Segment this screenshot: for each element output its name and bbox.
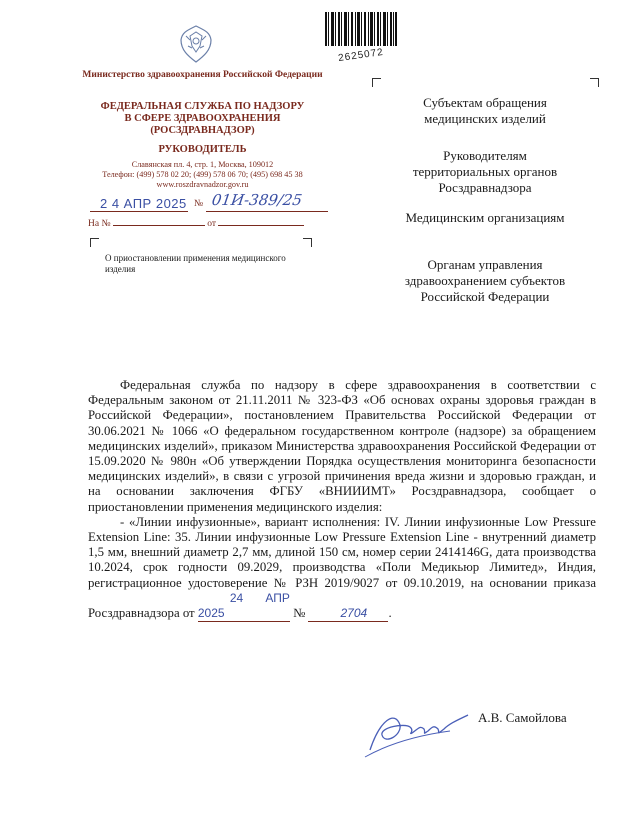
order-date: 24 АПР 2025	[198, 591, 290, 622]
order-number: 2704	[308, 606, 388, 622]
registration-number: 01И-389/25	[210, 191, 304, 209]
recipient-4: Органам управления здравоохранением субъектов Российской Федерации	[404, 257, 566, 304]
reference-row	[88, 219, 304, 229]
recipient-bracket-right	[590, 78, 599, 87]
phones: Телефон: (499) 578 02 20; (499) 578 06 70; (495) 698 45 38	[102, 170, 303, 179]
service-line-3: (РОСЗДРАВНАДЗОР)	[150, 125, 255, 136]
ministry-name: Министерство здравоохранения Российской Федерации	[82, 70, 323, 80]
barcode	[325, 8, 397, 48]
device-description: - «Линии инфузионные», вариант исполнения: IV. Линии инфузионные Low Pressure Extension Line: 35. Линии инфузионные Low Pressure Extension Line - внутренний диаметр 1,5 мм, внешний диаметр 2,7 мм, длиной 150 см, номер серии 2414146G, дата производства 10.2024, срок годности 09.2029, производства «Поли Медикьюр Лимитед», Индия, регистрационное удостоверение № РЗН 2019/9027 от 09.10.2019, на основании приказа Росздравнадзора от	[88, 514, 596, 621]
date-underline	[90, 211, 188, 212]
order-number-label: №	[293, 606, 306, 621]
registration-date-stamp: 2 4 АПР 2025	[100, 196, 187, 211]
ot-label: от	[207, 219, 217, 229]
website: www.roszdravnadzor.gov.ru	[156, 180, 249, 189]
body	[88, 378, 596, 622]
body-end: .	[388, 606, 392, 621]
body-paragraph-1: Федеральная служба по надзору в сфере здравоохранения в соответствии с Федеральным законом от 21.11.2011 № 323-ФЗ «Об основах охраны здоровья граждан в Российской Федерации», постановлением Правительства Российской Федерации от 30.06.2021 № 1066 «О федеральном государственном контроле (надзоре) за обращением медицинских изделий», приказом Министерства здравоохранения Российской Федерации от 15.09.2020 № 980н «Об утверждении Порядка осуществления мониторинга безопасности медицинских изделий», в связи с угрозой причинения вреда жизни и здоровью граждан, и на основании заключения ФГБУ «ВНИИИМТ» Росздравнадзора, сообщает о приостановлении применения медицинского изделия:	[88, 378, 596, 514]
na-field	[113, 225, 205, 226]
barcode-number: 2625072	[337, 46, 385, 65]
number-underline	[206, 211, 328, 212]
recipient-3: Медицинским организациям	[405, 210, 565, 225]
body-paragraph-2	[88, 515, 596, 622]
service-line-2: В СФЕРЕ ЗДРАВООХРАНЕНИЯ	[124, 113, 281, 124]
recipient-1: Субъектам обращения медицинских изделий	[423, 95, 547, 126]
ot-field	[218, 225, 304, 226]
contact-block	[80, 160, 325, 190]
subject-bracket-left	[90, 238, 99, 247]
na-label: На №	[88, 219, 111, 229]
service-name	[80, 101, 325, 137]
signature	[360, 705, 480, 760]
subject-bracket-right	[303, 238, 312, 247]
recipient-bracket-left	[372, 78, 381, 87]
number-label: №	[194, 199, 204, 209]
recipient-2: Руководителям территориальных органов Росздравнадзора	[412, 148, 558, 195]
service-line-1: ФЕДЕРАЛЬНАЯ СЛУЖБА ПО НАДЗОРУ	[100, 101, 305, 112]
director-title: РУКОВОДИТЕЛЬ	[158, 144, 247, 155]
address: Славянская пл. 4, стр. 1, Москва, 109012	[131, 160, 274, 169]
subject-line: О приостановлении применения медицинского изделия	[105, 253, 286, 274]
coat-of-arms-emblem	[178, 22, 214, 66]
signer-name: А.В. Самойлова	[478, 710, 567, 725]
